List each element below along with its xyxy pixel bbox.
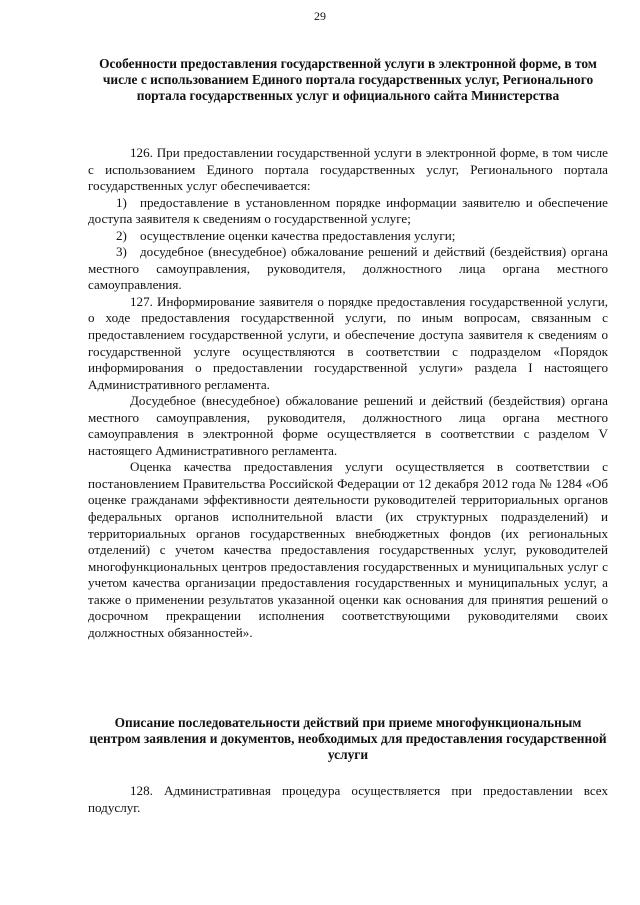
paragraph-126: 126. При предоставлении государственной услуги в электронной форме, в том числе с использованием Единого портала государственных услуг, Регионального портала государственных услуг обеспечивается: [88,145,608,194]
list-item-3: 3) досудебное (внесудебное) обжалование решений и действий (бездействия) органа местного самоуправления, руководителя, должностного лица органа местного самоуправления. [88,244,608,293]
paragraph-appeal: Досудебное (внесудебное) обжалование решений и действий (бездействия) органа местного самоуправления, руководителя, должностного лица органа местного самоуправления в электронной форме осуществляется в соответствии с разделом V настоящего Административного регламента. [88,393,608,458]
list-item-2: 2) осуществление оценки качества предоставления услуги; [116,227,456,243]
paragraph-127: 127. Информирование заявителя о порядке предоставления государственной услуги, о ходе предоставления государственной услуги, по иным вопросам, связанным с предоставлением государственной услуги, и обеспечение доступа заявителя к сведениям о государственной услуге осуществляются в соответствии с подразделом «Порядок информирования о предоставлении государственной услуги» раздела I настоящего Административного регламента. [88,293,608,392]
section-heading-mfc-procedure: Описание последовательности действий при приеме многофункциональным центром заявления и документов, необходимых для предоставления государственной услуги [89,715,607,763]
section-body-electronic-form [88,145,608,641]
paragraph-128: 128. Административная процедура осуществляется при предоставлении всех подуслуг. [88,783,608,815]
list-item-1: 1) предоставление в установленном порядке информации заявителю и обеспечение доступа заявителя к сведениям о государственной услуге; [88,194,608,227]
section-heading-electronic-form: Особенности предоставления государственной услуги в электронной форме, в том числе с использованием Единого портала государственных услуг, Регионального портала государственных услуг и официального сайта Министерства [99,56,597,104]
paragraph-quality-assessment: Оценка качества предоставления услуги осуществляется в соответствии с постановлением Правительства Российской Федерации от 12 декабря 2012 года № 1284 «Об оценке гражданами эффективности деятельности руководителей территориальных органов федеральных органов исполнительной власти (их структурных подразделений) и территориальных органов государственных внебюджетных фондов (их региональных отделений) с учетом качества предоставления государственных услуг, руководителей многофункциональных центров предоставления государственных и муниципальных услуг с учетом качества организации предоставления государственных и муниципальных услуг, а также о применении результатов указанной оценки как основания для принятия решений о досрочном прекращении исполнения соответствующими руководителями своих должностных обязанностей». [88,459,608,640]
section-body-mfc-procedure [88,783,608,816]
page-number: 29 [314,9,326,23]
